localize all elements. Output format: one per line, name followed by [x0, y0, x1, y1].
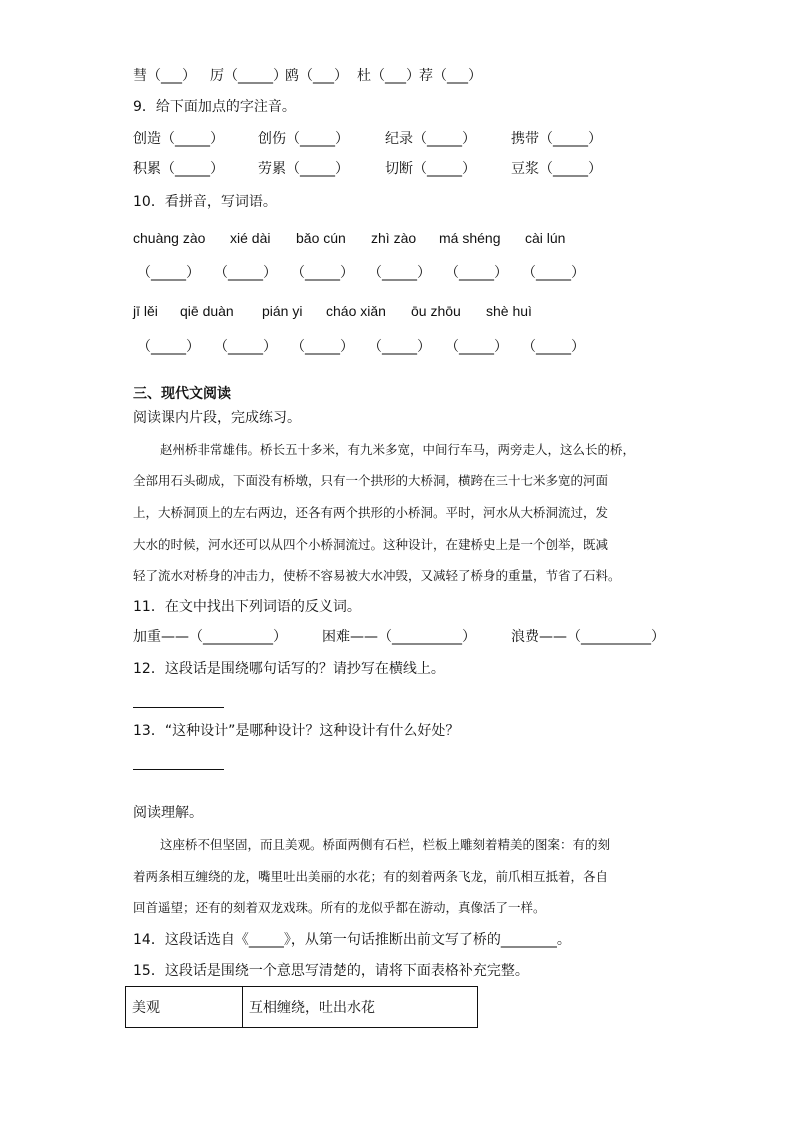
pinyin-text: cài lún [525, 230, 566, 246]
pinyin-text: pián yi [262, 303, 303, 319]
char-item: 杜（___） [357, 68, 420, 84]
antonym-blank[interactable]: 浪费——（__________） [511, 629, 665, 645]
question-12-title: 12．这段话是围绕哪句话写的？请抄写在横线上。 [133, 661, 445, 677]
antonym-blank[interactable]: 困难——（__________） [322, 629, 476, 645]
pinyin-blank[interactable]: 积累（_____） [133, 161, 224, 177]
passage-line: 赵州桥非常雄伟。桥长五十多米，有九米多宽，中间行车马，两旁走人，这么长的桥， [160, 442, 636, 457]
word-blank[interactable]: （_____） [291, 339, 354, 355]
pinyin-blank[interactable]: 劳累（_____） [258, 161, 349, 177]
pinyin-text: shè huì [486, 303, 532, 319]
question-14-title[interactable]: 14．这段话选自《_____》，从第一句话推断出前文写了桥的________。 [133, 932, 571, 948]
pinyin-text: ōu zhōu [411, 303, 461, 319]
word-blank[interactable]: （_____） [445, 265, 508, 281]
pinyin-text: jī lěi [133, 303, 158, 319]
pinyin-blank[interactable]: 创伤（_____） [258, 131, 349, 147]
section-heading: 三、现代文阅读 [133, 386, 231, 402]
table-cell: 美观 [126, 987, 243, 1028]
passage-line: 着两条相互缠绕的龙，嘴里吐出美丽的水花；有的刻着两条飞龙，前爪相互抵着，各自 [133, 869, 609, 884]
pinyin-text: má shéng [439, 230, 501, 246]
char-item: 鸥（___） [285, 68, 348, 84]
table-cell[interactable]: 互相缠绕，吐出水花 [243, 987, 478, 1028]
word-blank[interactable]: （_____） [445, 339, 508, 355]
word-blank[interactable]: （_____） [214, 339, 277, 355]
passage-line: 轻了流水对桥身的冲击力，使桥不容易被大水冲毁，又减轻了桥身的重量，节省了石料。 [133, 568, 621, 583]
pinyin-blank[interactable]: 携带（_____） [511, 131, 602, 147]
pinyin-blank[interactable]: 豆浆（_____） [511, 161, 602, 177]
char-item: 荐（___） [419, 68, 482, 84]
answer-line[interactable] [133, 707, 224, 708]
answer-table [125, 986, 478, 1028]
pinyin-blank[interactable]: 创造（_____） [133, 131, 224, 147]
pinyin-blank[interactable]: 切断（_____） [385, 161, 476, 177]
pinyin-blank[interactable]: 纪录（_____） [385, 131, 476, 147]
word-blank[interactable]: （_____） [137, 339, 200, 355]
antonym-blank[interactable]: 加重——（__________） [133, 629, 287, 645]
passage-line: 这座桥不但坚固，而且美观。桥面两侧有石栏，栏板上雕刻着精美的图案：有的刻 [160, 837, 611, 852]
table-row [126, 987, 478, 1028]
passage-line: 全部用石头砌成，下面没有桥墩，只有一个拱形的大桥洞，横跨在三十七米多宽的河面 [133, 473, 609, 488]
pinyin-text: chuàng zào [133, 230, 206, 246]
question-10-title: 10．看拼音，写词语。 [133, 194, 277, 210]
word-blank[interactable]: （_____） [214, 265, 277, 281]
pinyin-text: xié dài [230, 230, 271, 246]
char-item: 厉（_____） [210, 68, 287, 84]
word-blank[interactable]: （_____） [291, 265, 354, 281]
pinyin-text: zhì zào [371, 230, 417, 246]
pinyin-text: cháo xiǎn [326, 303, 386, 319]
passage-line: 回首遥望；还有的刻着双龙戏珠。所有的龙似乎都在游动，真像活了一样。 [133, 900, 546, 915]
pinyin-text: qiē duàn [180, 303, 234, 319]
question-11-title: 11．在文中找出下列词语的反义词。 [133, 599, 361, 615]
question-13-title: 13．“这种设计”是哪种设计？这种设计有什么好处？ [133, 723, 460, 739]
reading-intro: 阅读理解。 [133, 805, 203, 821]
reading-intro: 阅读课内片段，完成练习。 [133, 410, 301, 426]
word-blank[interactable]: （_____） [368, 265, 431, 281]
question-15-title: 15．这段话是围绕一个意思写清楚的，请将下面表格补充完整。 [133, 963, 529, 979]
passage-line: 上，大桥洞顶上的左右两边，还各有两个拱形的小桥洞。平时，河水从大桥洞流过，发 [133, 505, 609, 520]
char-item: 彗（___） [133, 68, 196, 84]
answer-line[interactable] [133, 769, 224, 770]
word-blank[interactable]: （_____） [522, 265, 585, 281]
passage-line: 大水的时候，河水还可以从四个小桥洞流过。这种设计，在建桥史上是一个创举，既减 [133, 537, 609, 552]
word-blank[interactable]: （_____） [522, 339, 585, 355]
word-blank[interactable]: （_____） [137, 265, 200, 281]
word-blank[interactable]: （_____） [368, 339, 431, 355]
question-9-title: 9．给下面加点的字注音。 [133, 99, 296, 115]
pinyin-text: bǎo cún [296, 230, 346, 246]
